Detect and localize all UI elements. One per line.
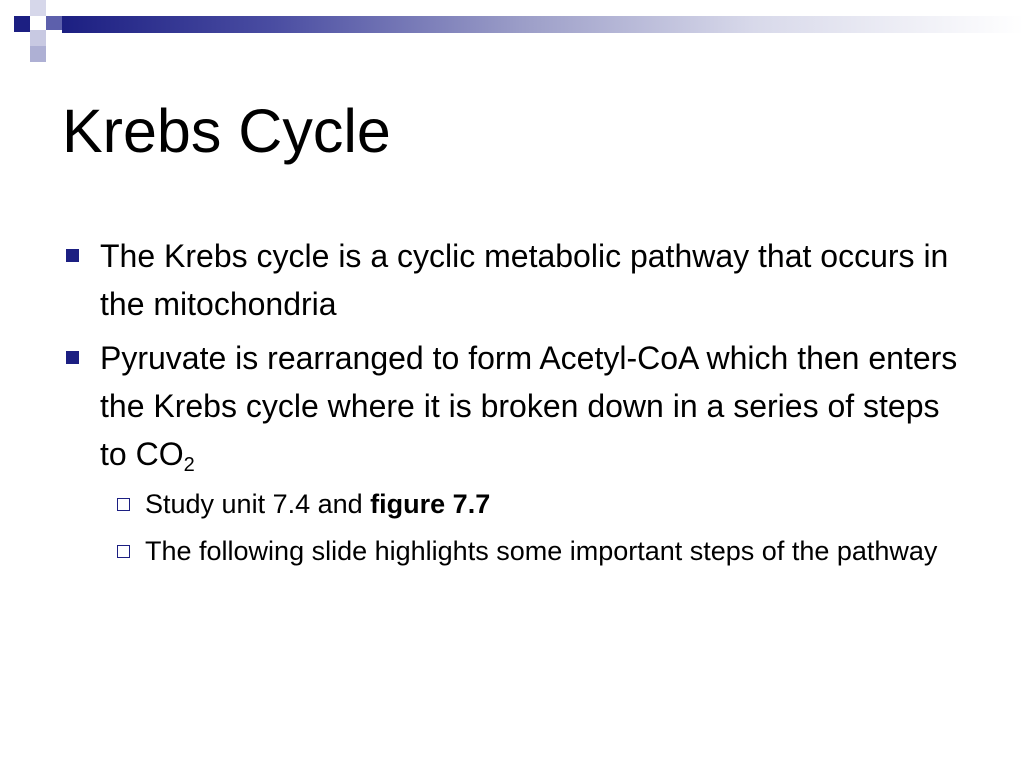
bullet-item — [62, 232, 962, 328]
deco-square — [46, 16, 62, 30]
bullet-text: The Krebs cycle is a cyclic metabolic pathway that occurs in the mitochondria — [100, 238, 949, 322]
deco-square — [30, 30, 46, 46]
deco-square — [30, 46, 46, 62]
co2-subscript: 2 — [183, 454, 195, 476]
sub-bullet-text: The following slide highlights some important steps of the pathway — [145, 536, 938, 566]
deco-square — [30, 0, 46, 16]
deco-square — [46, 30, 62, 46]
deco-square — [14, 16, 30, 32]
sub-bullet-item — [62, 484, 962, 525]
square-bullet-icon — [66, 249, 79, 262]
sub-bullet-text: Study unit 7.4 and — [145, 489, 371, 519]
slide-content — [62, 232, 962, 578]
sub-bullet-item — [62, 531, 962, 572]
figure-reference: figure 7.7 — [370, 489, 491, 519]
hollow-square-bullet-icon — [117, 498, 130, 511]
header-gradient-bar — [62, 16, 1024, 33]
hollow-square-bullet-icon — [117, 545, 130, 558]
slide-title: Krebs Cycle — [62, 97, 391, 165]
bullet-text: Pyruvate is rearranged to form Acetyl-CoA which then enters the Krebs cycle where it is broken down in a series of steps to CO — [100, 340, 958, 472]
bullet-item — [62, 334, 962, 478]
square-bullet-icon — [66, 351, 79, 364]
